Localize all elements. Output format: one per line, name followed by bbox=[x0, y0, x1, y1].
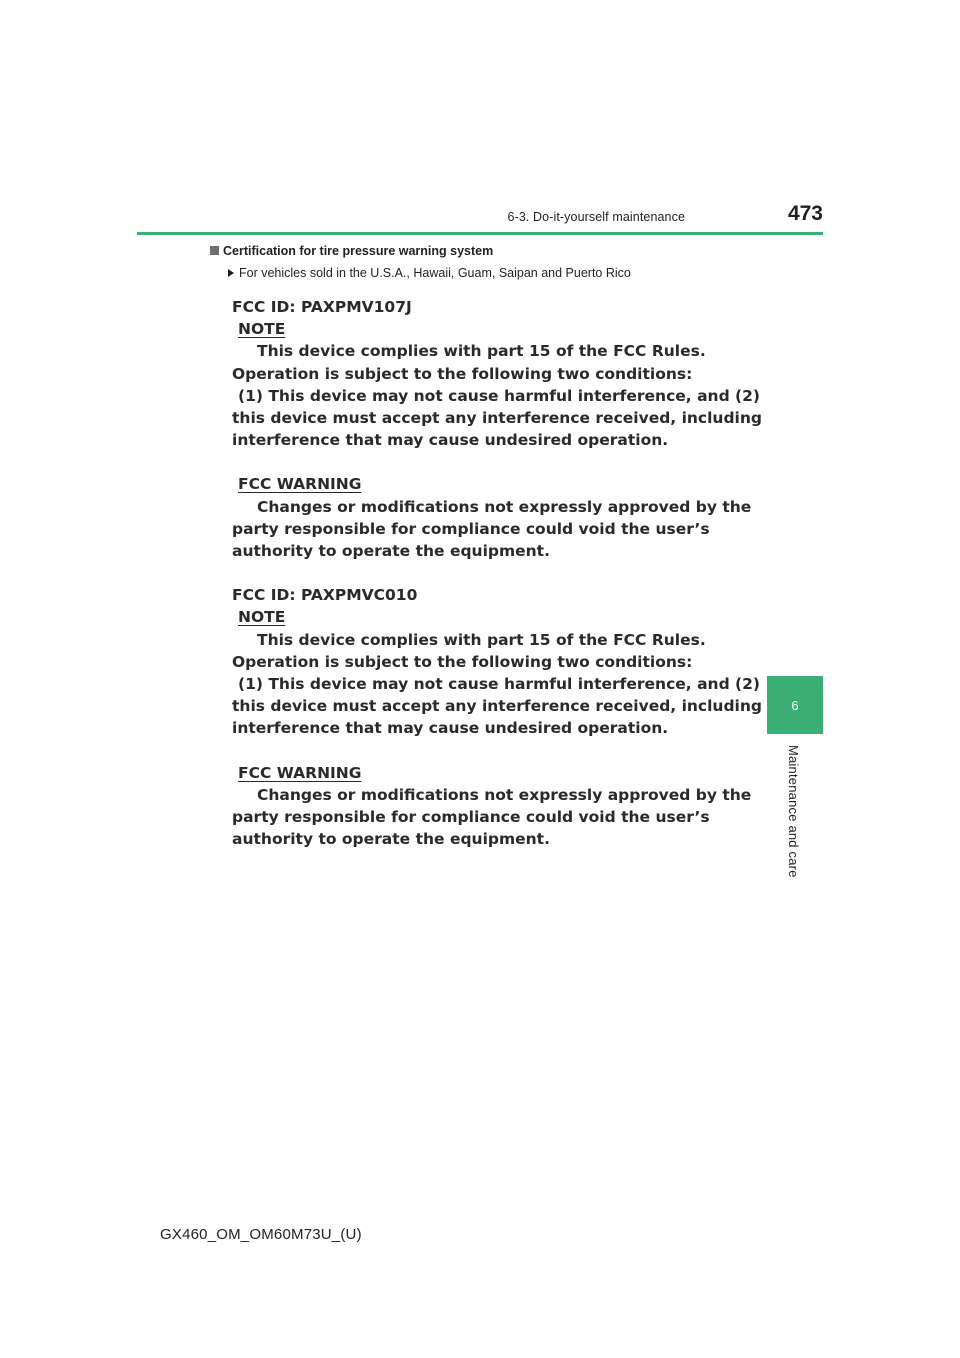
warning-title: FCC WARNING bbox=[238, 763, 362, 782]
page-number: 473 bbox=[787, 202, 823, 225]
bullet-text: For vehicles sold in the U.S.A., Hawaii, Guam, Saipan and Puerto Rico bbox=[239, 266, 631, 280]
note-line: this device must accept any interference received, including bbox=[232, 697, 763, 716]
note-line: interference that may cause undesired operation. bbox=[232, 719, 669, 738]
note-line: This device complies with part 15 of the FCC Rules. bbox=[257, 630, 706, 649]
square-bullet-icon bbox=[210, 246, 219, 255]
fcc-label-image bbox=[232, 296, 762, 850]
triangle-bullet-icon bbox=[228, 269, 234, 277]
note-line: this device must accept any interference received, including bbox=[232, 409, 763, 428]
fcc-id: FCC ID: PAXPMV107J bbox=[232, 298, 412, 316]
section-heading bbox=[210, 244, 493, 258]
warning-line: authority to operate the equipment. bbox=[232, 542, 550, 561]
fcc-id: FCC ID: PAXPMVC010 bbox=[232, 586, 418, 605]
warning-line: Changes or modifications not expressly approved by the bbox=[257, 785, 752, 804]
chapter-number: 6 bbox=[791, 698, 799, 713]
bullet-item bbox=[228, 266, 631, 280]
warning-line: party responsible for compliance could void the user’s bbox=[232, 808, 710, 827]
warning-title: FCC WARNING bbox=[238, 475, 362, 494]
section-title: 6-3. Do-it-yourself maintenance bbox=[507, 210, 685, 224]
note-line: interference that may cause undesired operation. bbox=[232, 431, 669, 450]
note-line: This device complies with part 15 of the FCC Rules. bbox=[257, 342, 706, 361]
section-heading-text: Certification for tire pressure warning system bbox=[223, 244, 494, 258]
chapter-tab bbox=[767, 676, 823, 734]
note-title: NOTE bbox=[238, 320, 286, 339]
chapter-label: Maintenance and care bbox=[786, 745, 801, 878]
warning-line: Changes or modifications not expressly approved by the bbox=[257, 497, 752, 516]
note-title: NOTE bbox=[238, 608, 286, 627]
document-code: GX460_OM_OM60M73U_(U) bbox=[160, 1226, 362, 1243]
note-line: Operation is subject to the following two conditions: bbox=[232, 652, 693, 671]
note-line: (1) This device may not cause harmful interference, and (2) bbox=[238, 675, 761, 694]
warning-line: authority to operate the equipment. bbox=[232, 830, 550, 849]
note-line: Operation is subject to the following two conditions: bbox=[232, 364, 693, 383]
warning-line: party responsible for compliance could void the user’s bbox=[232, 519, 710, 538]
page-header bbox=[137, 200, 823, 235]
note-line: (1) This device may not cause harmful interference, and (2) bbox=[238, 386, 761, 405]
